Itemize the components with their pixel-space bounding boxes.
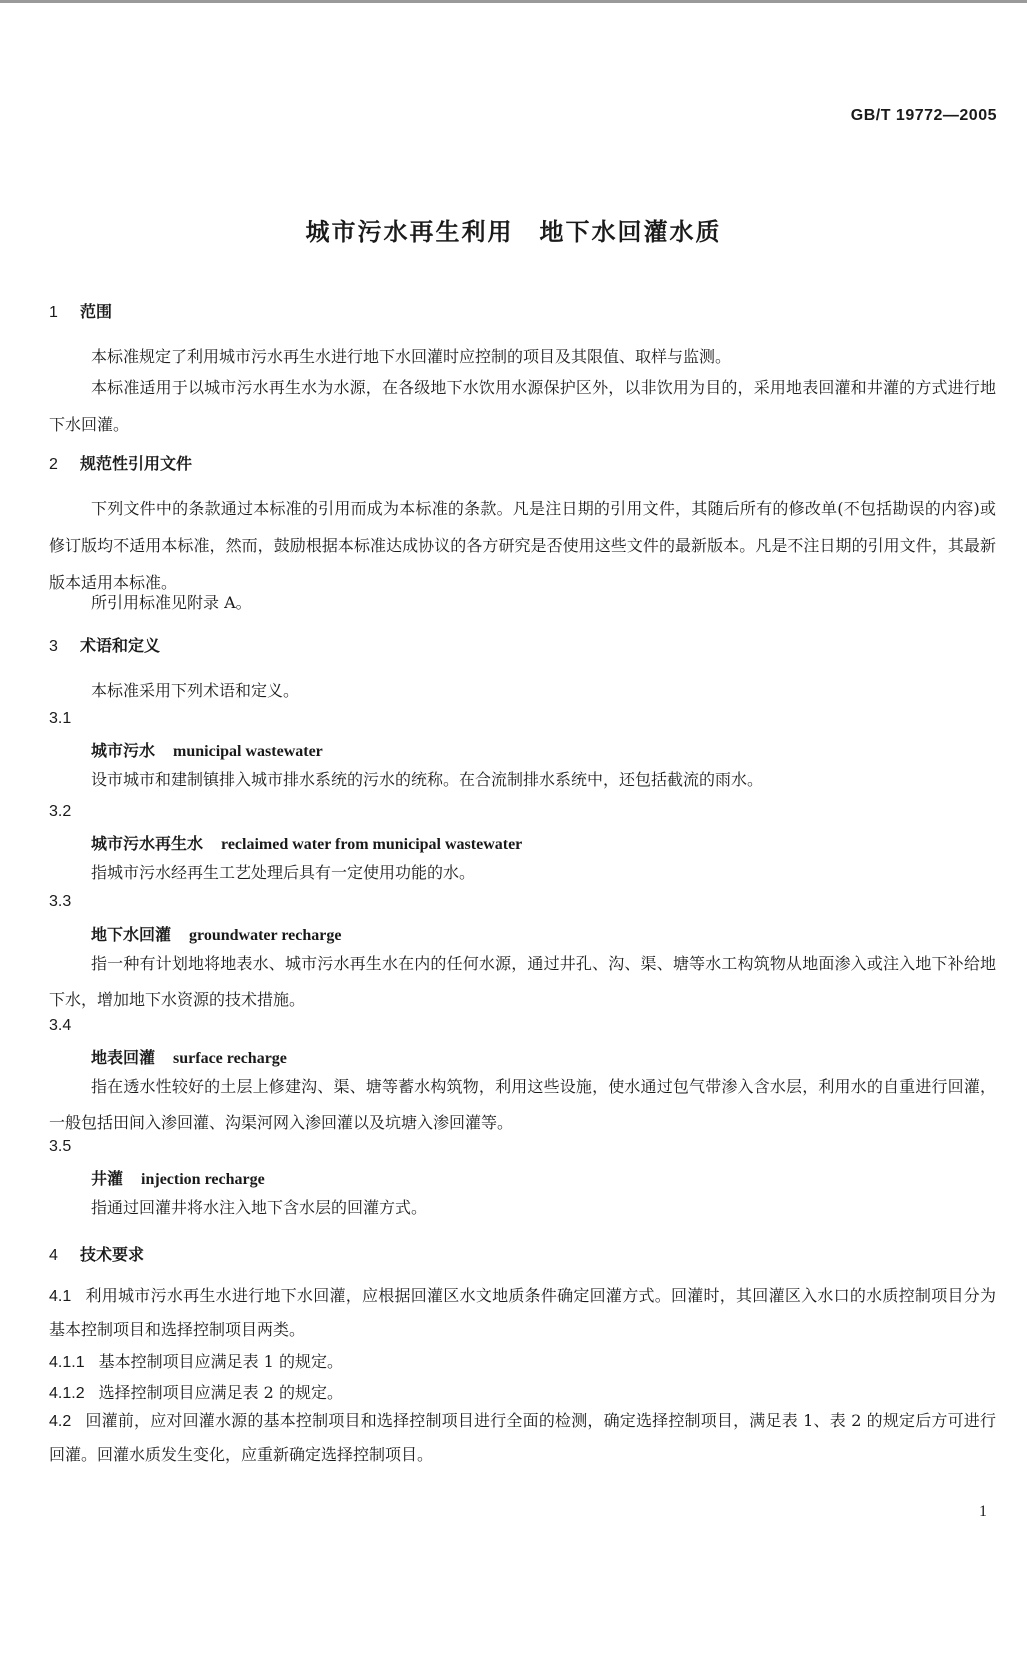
term-chinese: 井灌 [91,1169,124,1188]
clause-text: 利用城市污水再生水进行地下水回灌，应根据回灌区水文地质条件确定回灌方式。回灌时，其回灌区入水口的水质控制项目分为基本控制项目和选择控制项目两类。 [49,1286,996,1339]
clause-number: 4.1.1 [49,1354,85,1371]
term-definition: 设市城市和建制镇排入城市排水系统的污水的统称。在合流制排水系统中，还包括截流的雨水。 [91,770,764,789]
term-definition: 指通过回灌井将水注入地下含水层的回灌方式。 [91,1198,428,1217]
section-number: 3 [49,638,58,655]
term-english: groundwater recharge [189,927,342,944]
section-4-heading [49,1242,144,1265]
term-heading [91,831,522,854]
section-2-heading [49,451,192,474]
clause-text: 回灌前，应对回灌水源的基本控制项目和选择控制项目进行全面的检测，确定选择控制项目，满足表 1、表 2 的规定后方可进行回灌。回灌水质发生变化，应重新确定选择控制项目。 [49,1411,996,1464]
section-1-paragraph-1: 本标准规定了利用城市污水再生水进行地下水回灌时应控制的项目及其限值、取样与监测。 [91,347,732,366]
section-2-paragraph-2: 所引用标准见附录 A。 [91,593,252,612]
standard-number: GB/T 19772—2005 [850,107,997,124]
term-heading [91,922,341,945]
clause-number: 3.2 [49,803,72,820]
clause-number: 4.2 [49,1413,72,1430]
term-english: surface recharge [173,1050,287,1067]
clause-text: 选择控制项目应满足表 2 的规定。 [98,1383,343,1402]
clause-number: 3.5 [49,1138,72,1155]
clause-4-1-1 [49,1345,996,1379]
section-title: 范围 [80,302,113,321]
clause-number: 4.1 [49,1288,72,1305]
term-english: reclaimed water from municipal wastewater [221,836,523,853]
clause-number: 4.1.2 [49,1385,85,1402]
section-title: 技术要求 [80,1245,145,1264]
top-border [0,0,1027,3]
clause-number: 3.1 [49,710,72,727]
document-title: 城市污水再生利用 地下水回灌水质 [305,218,722,246]
term-chinese: 城市污水再生水 [91,834,204,853]
clause-number: 3.4 [49,1017,72,1034]
clause-4-2 [49,1404,996,1471]
term-heading [91,738,323,761]
section-1-heading [49,299,112,322]
term-heading [91,1045,287,1068]
section-number: 4 [49,1247,58,1264]
clause-number: 3.3 [49,893,72,910]
page-number: 1 [979,1503,987,1520]
clause-4-1 [49,1279,996,1346]
section-1-paragraph-2: 本标准适用于以城市污水再生水为水源，在各级地下水饮用水源保护区外，以非饮用为目的，采用地表回灌和井灌的方式进行地下水回灌。 [49,378,996,434]
section-3-intro: 本标准采用下列术语和定义。 [91,681,300,700]
term-definition: 指一种有计划地将地表水、城市污水再生水在内的任何水源，通过井孔、沟、渠、塘等水工构筑物从地面渗入或注入地下补给地下水，增加地下水资源的技术措施。 [49,954,996,1009]
term-chinese: 地下水回灌 [91,925,172,944]
section-title: 规范性引用文件 [80,454,193,473]
section-3-heading [49,633,160,656]
term-chinese: 地表回灌 [91,1048,156,1067]
term-definition: 指在透水性较好的土层上修建沟、渠、塘等蓄水构筑物，利用这些设施，使水通过包气带渗入含水层，利用水的自重进行回灌，一般包括田间入渗回灌、沟渠河网入渗回灌以及坑塘入渗回灌等。 [49,1077,996,1132]
section-number: 1 [49,304,58,321]
term-chinese: 城市污水 [91,741,156,760]
clause-text: 基本控制项目应满足表 1 的规定。 [98,1352,343,1371]
term-definition: 指城市污水经再生工艺处理后具有一定使用功能的水。 [91,863,476,882]
section-2-paragraph-1: 下列文件中的条款通过本标准的引用而成为本标准的条款。凡是注日期的引用文件，其随后所有的修改单(不包括勘误的内容)或修订版均不适用本标准，然而，鼓励根据本标准达成协议的各方研究是否使用这些文件的最新版本。凡是不注日期的引用文件，其最新版本适用本标准。 [49,499,996,592]
section-title: 术语和定义 [80,636,161,655]
term-heading [91,1166,265,1189]
term-english: injection recharge [141,1171,265,1188]
term-english: municipal wastewater [173,743,323,760]
section-number: 2 [49,456,58,473]
